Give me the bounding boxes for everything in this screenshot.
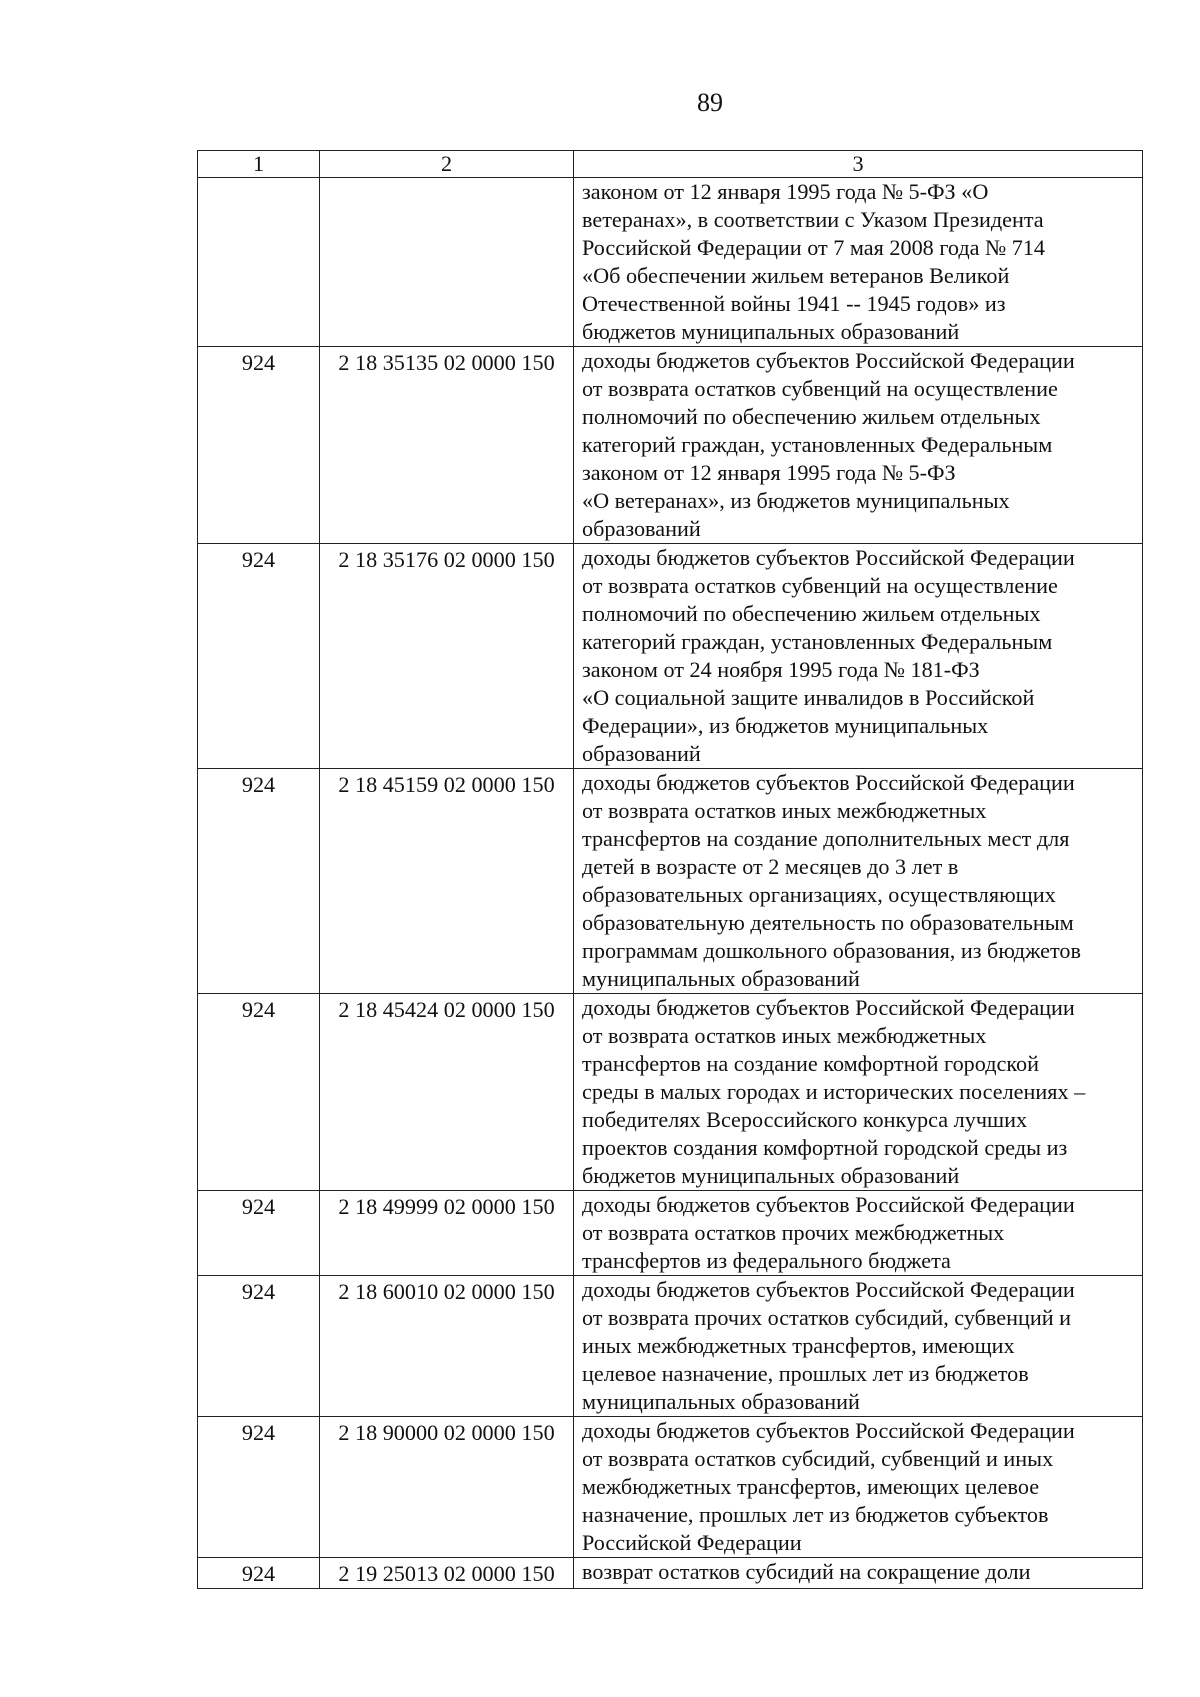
description-line: от возврата остатков субвенций на осуществление (582, 573, 1058, 598)
description-line: законом от 24 ноября 1995 года № 181-ФЗ (582, 657, 980, 682)
description-line: доходы бюджетов субъектов Российской Федерации (582, 545, 1075, 570)
table-row (198, 1558, 1143, 1589)
revenue-codes-table (197, 150, 1143, 1589)
header-col-1: 1 (198, 151, 320, 178)
description-line: муниципальных образований (582, 1389, 860, 1414)
description-line: доходы бюджетов субъектов Российской Федерации (582, 1418, 1075, 1443)
table-row (198, 1191, 1143, 1276)
description-line: образовательную деятельность по образовательным (582, 910, 1074, 935)
agency-code-cell: 924 (198, 347, 320, 544)
description-cell (574, 1558, 1143, 1589)
budget-code-cell: 2 18 60010 02 0000 150 (320, 1276, 574, 1417)
description-line: от возврата остатков прочих межбюджетных (582, 1220, 1005, 1245)
budget-code-cell: 2 18 35135 02 0000 150 (320, 347, 574, 544)
description-cell (574, 1417, 1143, 1558)
description-cell (574, 178, 1143, 347)
description-line: от возврата остатков субвенций на осуществление (582, 376, 1058, 401)
description-line: возврат остатков субсидий на сокращение доли (582, 1559, 1031, 1584)
agency-code-cell (198, 178, 320, 347)
budget-code-cell: 2 18 49999 02 0000 150 (320, 1191, 574, 1276)
description-cell (574, 994, 1143, 1191)
header-col-3: 3 (574, 151, 1143, 178)
table-row (198, 347, 1143, 544)
description-line: межбюджетных трансфертов, имеющих целевое (582, 1474, 1040, 1499)
description-line: от возврата прочих остатков субсидий, субвенций и (582, 1305, 1072, 1330)
description-line: законом от 12 января 1995 года № 5-ФЗ (582, 460, 956, 485)
description-line: программам дошкольного образования, из бюджетов (582, 938, 1081, 963)
description-line: образований (582, 516, 701, 541)
budget-code-cell: 2 18 90000 02 0000 150 (320, 1417, 574, 1558)
description-line: назначение, прошлых лет из бюджетов субъектов (582, 1502, 1049, 1527)
description-line: трансфертов из федерального бюджета (582, 1248, 951, 1273)
agency-code-cell: 924 (198, 769, 320, 994)
description-line: категорий граждан, установленных Федеральным (582, 432, 1053, 457)
table-header-row (198, 151, 1143, 178)
description-line: Федерации», из бюджетов муниципальных (582, 713, 989, 738)
description-line: ветеранах», в соответствии с Указом Президента (582, 207, 1044, 232)
description-line: доходы бюджетов субъектов Российской Федерации (582, 770, 1075, 795)
description-line: «О социальной защите инвалидов в Российской (582, 685, 1035, 710)
description-line: иных межбюджетных трансфертов, имеющих (582, 1333, 1015, 1358)
table-row (198, 1276, 1143, 1417)
description-cell (574, 1276, 1143, 1417)
table-row (198, 1417, 1143, 1558)
description-line: победителях Всероссийского конкурса лучших (582, 1107, 1028, 1132)
agency-code-cell: 924 (198, 994, 320, 1191)
description-line: «О ветеранах», из бюджетов муниципальных (582, 488, 1010, 513)
description-line: от возврата остатков субсидий, субвенций и иных (582, 1446, 1054, 1471)
description-line: трансфертов на создание дополнительных мест для (582, 826, 1070, 851)
description-line: целевое назначение, прошлых лет из бюджетов (582, 1361, 1029, 1386)
description-line: доходы бюджетов субъектов Российской Федерации (582, 348, 1075, 373)
description-line: доходы бюджетов субъектов Российской Федерации (582, 1192, 1075, 1217)
description-line: доходы бюджетов субъектов Российской Федерации (582, 1277, 1075, 1302)
page-number: 89 (697, 88, 723, 117)
description-line: Российской Федерации (582, 1530, 802, 1555)
description-line: среды в малых городах и исторических поселениях – (582, 1079, 1086, 1104)
description-line: Российской Федерации от 7 мая 2008 года № 714 (582, 235, 1045, 260)
table-row (198, 994, 1143, 1191)
description-line: муниципальных образований (582, 966, 860, 991)
description-line: Отечественной войны 1941 -- 1945 годов» из (582, 291, 1006, 316)
budget-code-cell: 2 18 45159 02 0000 150 (320, 769, 574, 994)
description-line: от возврата остатков иных межбюджетных (582, 1023, 987, 1048)
description-line: от возврата остатков иных межбюджетных (582, 798, 987, 823)
description-line: бюджетов муниципальных образований (582, 319, 960, 344)
description-line: бюджетов муниципальных образований (582, 1163, 960, 1188)
description-cell (574, 544, 1143, 769)
table-body (198, 178, 1143, 1589)
budget-code-cell: 2 18 45424 02 0000 150 (320, 994, 574, 1191)
header-col-2: 2 (320, 151, 574, 178)
description-line: полномочий по обеспечению жильем отдельных (582, 601, 1041, 626)
description-line: полномочий по обеспечению жильем отдельных (582, 404, 1041, 429)
description-line: категорий граждан, установленных Федеральным (582, 629, 1053, 654)
budget-code-cell: 2 18 35176 02 0000 150 (320, 544, 574, 769)
agency-code-cell: 924 (198, 1417, 320, 1558)
description-cell (574, 347, 1143, 544)
description-line: проектов создания комфортной городской среды из (582, 1135, 1068, 1160)
table-row (198, 769, 1143, 994)
agency-code-cell: 924 (198, 1276, 320, 1417)
description-line: законом от 12 января 1995 года № 5-ФЗ «О (582, 179, 989, 204)
description-line: трансфертов на создание комфортной городской (582, 1051, 1039, 1076)
agency-code-cell: 924 (198, 1558, 320, 1589)
table-row (198, 178, 1143, 347)
agency-code-cell: 924 (198, 544, 320, 769)
description-line: образовательных организациях, осуществляющих (582, 882, 1056, 907)
description-line: доходы бюджетов субъектов Российской Федерации (582, 995, 1075, 1020)
description-cell (574, 769, 1143, 994)
description-cell (574, 1191, 1143, 1276)
description-line: образований (582, 741, 701, 766)
description-line: детей в возрасте от 2 месяцев до 3 лет в (582, 854, 959, 879)
agency-code-cell: 924 (198, 1191, 320, 1276)
budget-code-cell (320, 178, 574, 347)
budget-code-cell: 2 19 25013 02 0000 150 (320, 1558, 574, 1589)
description-line: «Об обеспечении жильем ветеранов Великой (582, 263, 1010, 288)
table-row (198, 544, 1143, 769)
